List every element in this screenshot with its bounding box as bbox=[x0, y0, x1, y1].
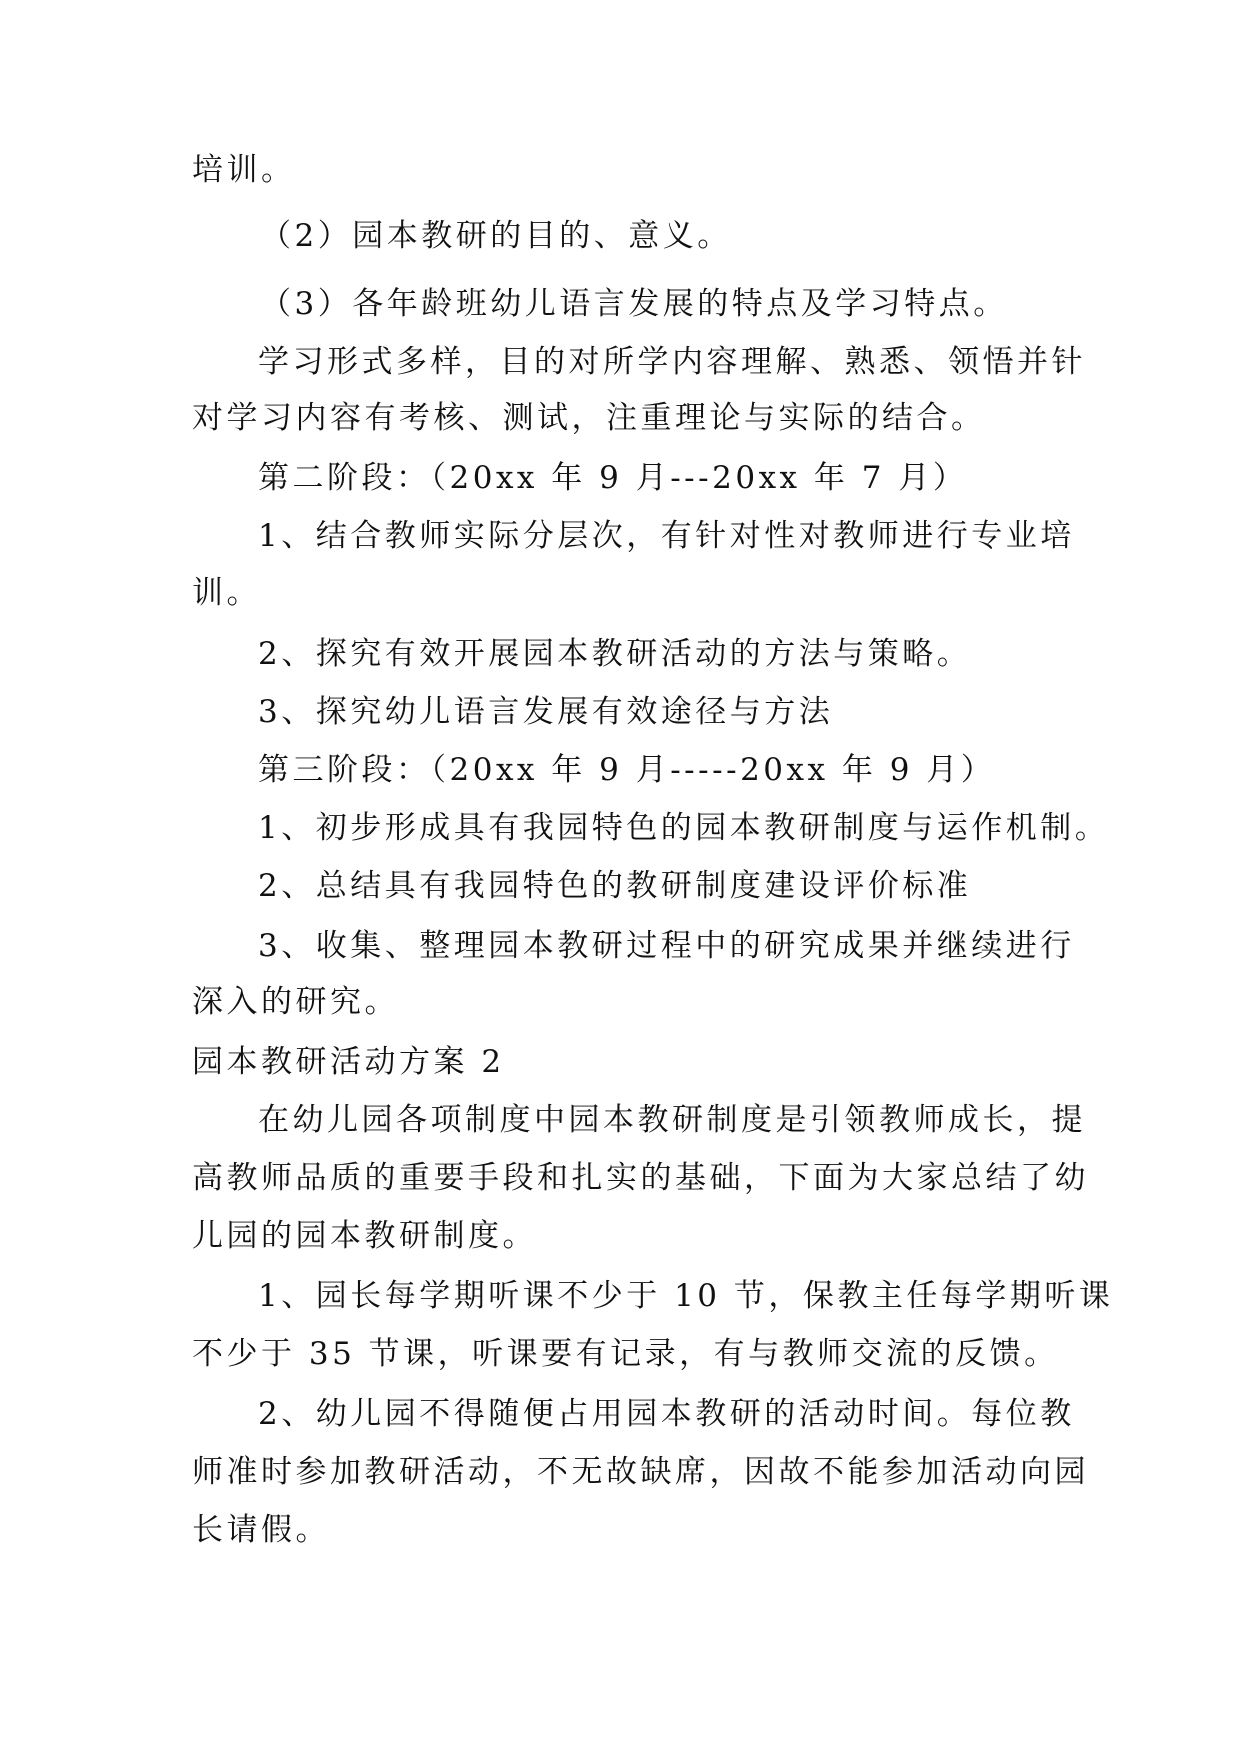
text-line: 1、初步形成具有我园特色的园本教研制度与运作机制。 bbox=[258, 810, 1110, 846]
text-line: 学习形式多样，目的对所学内容理解、熟悉、领悟并针 bbox=[258, 344, 1086, 380]
text-line: 长请假。 bbox=[192, 1512, 330, 1548]
text-line: 深入的研究。 bbox=[192, 984, 399, 1020]
text-line: （2）园本教研的目的、意义。 bbox=[260, 218, 732, 254]
text-line: 3、收集、整理园本教研过程中的研究成果并继续进行 bbox=[258, 928, 1075, 964]
document-title: 园本教研活动方案 2 bbox=[192, 1044, 505, 1080]
text-line: 儿园的园本教研制度。 bbox=[192, 1218, 537, 1254]
text-line: 不少于 35 节课，听课要有记录，有与教师交流的反馈。 bbox=[192, 1336, 1059, 1372]
text-line: 2、总结具有我园特色的教研制度建设评价标准 bbox=[258, 868, 972, 904]
section-heading: 第三阶段：（20xx 年 9 月-----20xx 年 9 月） bbox=[258, 752, 996, 788]
text-line: 在幼儿园各项制度中园本教研制度是引领教师成长，提 bbox=[258, 1102, 1086, 1138]
text-line: 3、探究幼儿语言发展有效途径与方法 bbox=[258, 694, 834, 730]
text-line: 1、结合教师实际分层次，有针对性对教师进行专业培 bbox=[258, 518, 1075, 554]
text-line: 师准时参加教研活动，不无故缺席，因故不能参加活动向园 bbox=[192, 1454, 1089, 1490]
text-line: （3）各年龄班幼儿语言发展的特点及学习特点。 bbox=[260, 286, 1008, 322]
text-line: 1、园长每学期听课不少于 10 节，保教主任每学期听课 bbox=[258, 1278, 1114, 1314]
text-line: 训。 bbox=[192, 575, 261, 611]
text-line: 2、探究有效开展园本教研活动的方法与策略。 bbox=[258, 636, 972, 672]
text-line: 对学习内容有考核、测试，注重理论与实际的结合。 bbox=[192, 400, 986, 436]
text-line: 培训。 bbox=[192, 152, 296, 188]
section-heading: 第二阶段：（20xx 年 9 月---20xx 年 7 月） bbox=[258, 460, 968, 496]
text-line: 2、幼儿园不得随便占用园本教研的活动时间。每位教 bbox=[258, 1396, 1075, 1432]
text-line: 高教师品质的重要手段和扎实的基础，下面为大家总结了幼 bbox=[192, 1160, 1089, 1196]
